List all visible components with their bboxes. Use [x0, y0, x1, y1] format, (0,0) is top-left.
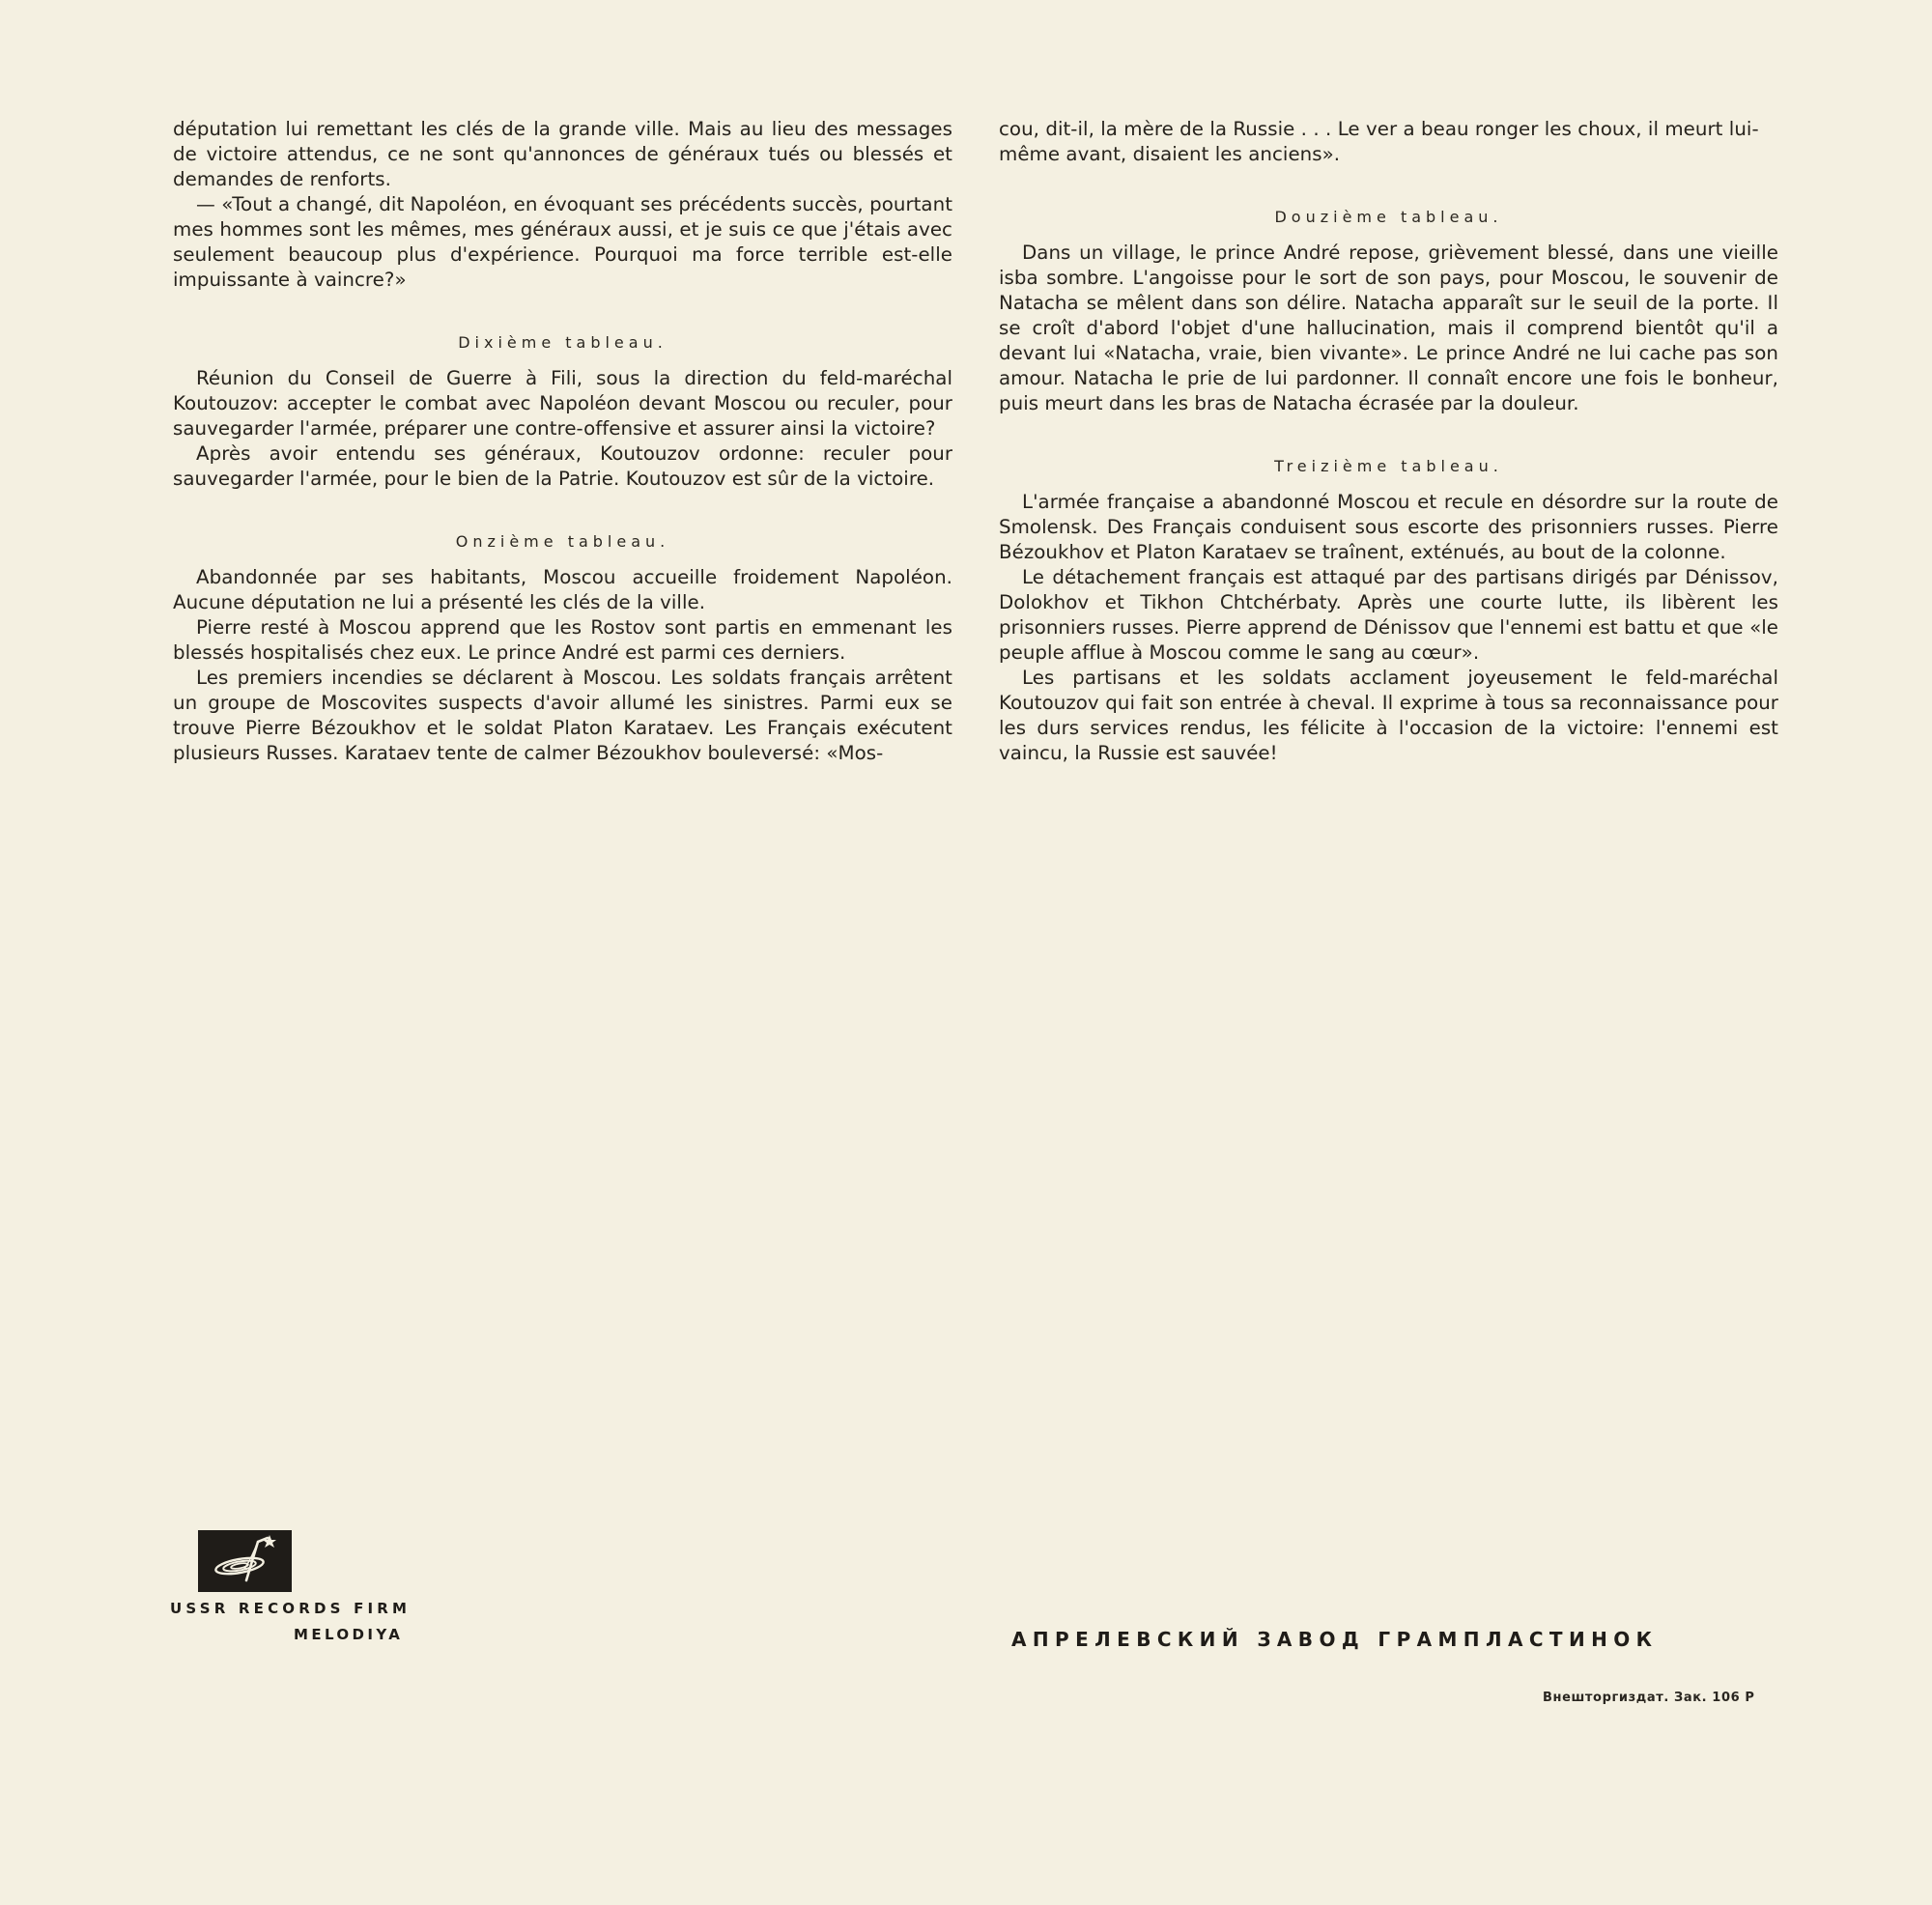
firm-name: MELODIYA — [294, 1626, 404, 1643]
firm-label: USSR RECORDS FIRM — [170, 1600, 412, 1617]
plant-name: АПРЕЛЕВСКИЙ ЗАВОД ГРАМПЛАСТИНОК — [1011, 1628, 1659, 1651]
left-text-column — [173, 117, 952, 766]
paragraph: L'armée française a abandonné Moscou et recule en désordre sur la route de Smolensk. Des Français conduisent sous escorte des prisonniers russes. Pierre Bézoukhov et Platon Karataev se traînent, exténués, au bout de la colonne. — [999, 491, 1778, 563]
paragraph: Dans un village, le prince André repose, grièvement blessé, dans une vieille isba sombre. L'angoisse pour le sort de son pays, pour Moscou, le souvenir de Natacha se mêlent dans son délire. Natacha apparaît sur le seuil de la porte. Il se croît d'abord l'objet d'une hallucination, mais il comprend bientôt qu'il a devant lui «Natacha, vraie, bien vivante». Le prince André ne lui cache pas son amour. Natacha le prie de lui pardonner. Il connaît encore une fois le bonheur, puis meurt dans les bras de Natacha écrasée par la douleur. — [999, 242, 1778, 414]
melodiya-logo-icon — [198, 1530, 292, 1592]
paragraph: cou, dit-il, la mère de la Russie . . . Le ver a beau ronger les choux, il meurt lui-même avant, disaient les anciens». — [999, 118, 1759, 165]
order-info: Внешторгиздат. Зак. 106 Р — [1543, 1691, 1755, 1705]
section-heading-treizieme: Treizième tableau. — [1274, 457, 1503, 475]
paragraph: députation lui remettant les clés de la grande ville. Mais au lieu des messages de victoire attendus, ce ne sont qu'annonces de généraux tués ou blessés et demandes de renforts. — [173, 118, 952, 190]
section-heading-douzieme: Douzième tableau. — [1274, 208, 1503, 226]
paragraph: Réunion du Conseil de Guerre à Fili, sous la direction du feld-maréchal Koutouzov: accepter le combat avec Napoléon devant Moscou ou reculer, pour sauvegarder l'armée, préparer une contre-offensive et assurer ainsi la victoire? — [173, 367, 952, 440]
paragraph: Après avoir entendu ses généraux, Koutouzov ordonne: reculer pour sauvegarder l'armée, pour le bien de la Patrie. Koutouzov est sûr de la victoire. — [173, 442, 952, 490]
paragraph: Pierre resté à Moscou apprend que les Rostov sont partis en emmenant les blessés hospitalisés chez eux. Le prince André est parmi ces derniers. — [173, 616, 952, 664]
paragraph: Les premiers incendies se déclarent à Moscou. Les soldats français arrêtent un groupe de Moscovites suspects d'avoir allumé les sinistres. Parmi eux se trouve Pierre Bézoukhov et le soldat Platon Karataev. Les Français exécutent plusieurs Russes. Karataev tente de calmer Bézoukhov bouleversé: «Mos- — [173, 667, 952, 764]
paragraph: — «Tout a changé, dit Napoléon, en évoquant ses précédents succès, pourtant mes hommes sont les mêmes, mes généraux aussi, et je suis ce que j'étais avec seulement beaucoup plus d'expérience. Pourquoi ma force terrible est-elle impuissante à vaincre?» — [173, 193, 952, 291]
section-heading-dixieme: Dixième tableau. — [458, 333, 668, 352]
paragraph: Le détachement français est attaqué par des partisans dirigés par Dénissov, Dolokhov et Tikhon Chtchérbaty. Après une courte lutte, ils libèrent les prisonniers russes. Pierre apprend de Dénissov que l'ennemi est battu et que «le peuple afflue à Moscou comme le sang au cœur». — [999, 566, 1778, 664]
paragraph: Les partisans et les soldats acclament joyeusement le feld-maréchal Koutouzov qui fait son entrée à cheval. Il exprime à tous sa reconnaissance pour les durs services rendus, les félicite à l'occasion de la victoire: l'ennemi est vaincu, la Russie est sauvée! — [999, 667, 1778, 764]
right-text-column — [999, 117, 1778, 766]
section-heading-onzieme: Onzième tableau. — [455, 532, 670, 551]
paragraph: Abandonnée par ses habitants, Moscou accueille froidement Napoléon. Aucune députation ne lui a présenté les clés de la ville. — [173, 566, 952, 613]
